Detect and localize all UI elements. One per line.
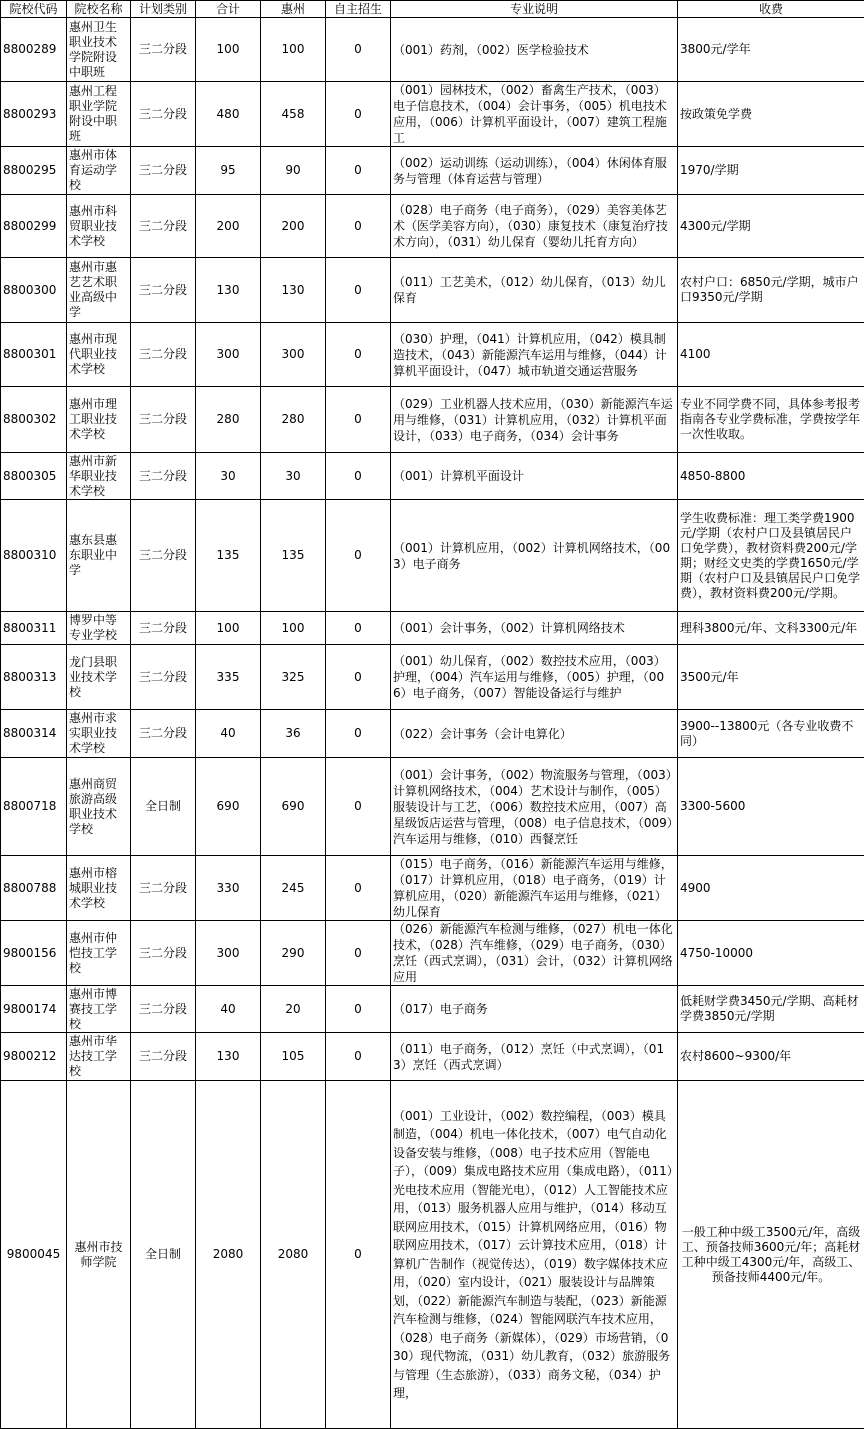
huizhou-count: 2080 [261, 1081, 326, 1429]
major-description: （001）计算机应用，（002）计算机网络技术，（003）电子商务 [391, 500, 678, 612]
table-row [1, 1033, 864, 1081]
plan-type: 三二分段 [131, 710, 196, 758]
self-enroll-count: 0 [326, 758, 391, 856]
plan-type: 全日制 [131, 758, 196, 856]
school-code: 8800314 [1, 710, 67, 758]
major-description: （011）电子商务，（012）烹饪（中式烹调），（013）烹饪（西式烹调） [391, 1033, 678, 1081]
plan-type: 三二分段 [131, 645, 196, 710]
self-enroll-count: 0 [326, 323, 391, 387]
self-enroll-count: 0 [326, 1033, 391, 1081]
major-description: （001）幼儿保育，（002）数控技术应用，（003）护理，（004）汽车运用与维修，（005）护理，（006）电子商务，（007）智能设备运行与维护 [391, 645, 678, 710]
plan-type: 三二分段 [131, 856, 196, 921]
total-count: 40 [196, 986, 261, 1033]
huizhou-count: 130 [261, 258, 326, 323]
total-count: 95 [196, 147, 261, 195]
fee: 专业不同学费不同，具体参考报考指南各专业学费标准，学费按学年一次性收取。 [678, 387, 864, 453]
table-row [1, 758, 864, 856]
huizhou-count: 105 [261, 1033, 326, 1081]
total-count: 330 [196, 856, 261, 921]
school-code: 9800212 [1, 1033, 67, 1081]
table-row [1, 612, 864, 645]
school-name: 惠州市惠艺艺术职业高级中学 [67, 258, 131, 323]
school-name: 惠州市技师学院 [67, 1081, 131, 1429]
school-code: 8800718 [1, 758, 67, 856]
total-count: 480 [196, 82, 261, 147]
total-count: 200 [196, 195, 261, 258]
huizhou-count: 100 [261, 18, 326, 82]
table-row [1, 710, 864, 758]
school-code: 8800302 [1, 387, 67, 453]
self-enroll-count: 0 [326, 195, 391, 258]
fee: 4100 [678, 323, 864, 387]
self-enroll-count: 0 [326, 258, 391, 323]
total-count: 280 [196, 387, 261, 453]
table-row [1, 195, 864, 258]
plan-type: 三二分段 [131, 612, 196, 645]
huizhou-count: 325 [261, 645, 326, 710]
fee: 一般工种中级工3500元/年，高级工、预备技师3600元/年；高耗材工种中级工4300元/年，高级工、预备技师4400元/年。 [678, 1081, 864, 1429]
school-code: 8800293 [1, 82, 67, 147]
total-count: 335 [196, 645, 261, 710]
school-code: 8800299 [1, 195, 67, 258]
huizhou-count: 36 [261, 710, 326, 758]
plan-type: 三二分段 [131, 986, 196, 1033]
major-description: （026）新能源汽车检测与维修，（027）机电一体化技术，（028）汽车维修，（029）电子商务，（030）烹饪（西式烹调），（031）会计，（032）计算机网络应用 [391, 921, 678, 986]
total-count: 300 [196, 323, 261, 387]
total-count: 100 [196, 18, 261, 82]
table-row [1, 323, 864, 387]
header-fee: 收费 [678, 1, 864, 18]
school-name: 惠州市理工职业技术学校 [67, 387, 131, 453]
fee: 3500元/年 [678, 645, 864, 710]
fee: 农村户口：6850元/学期，城市户口9350元/学期 [678, 258, 864, 323]
total-count: 135 [196, 500, 261, 612]
school-code: 8800311 [1, 612, 67, 645]
header-code: 院校代码 [1, 1, 67, 18]
school-code: 8800310 [1, 500, 67, 612]
total-count: 100 [196, 612, 261, 645]
major-description: （022）会计事务（会计电算化） [391, 710, 678, 758]
fee: 4750-10000 [678, 921, 864, 986]
school-code: 9800156 [1, 921, 67, 986]
self-enroll-count: 0 [326, 500, 391, 612]
major-description: （001）药剂，（002）医学检验技术 [391, 18, 678, 82]
school-code: 9800045 [1, 1081, 67, 1429]
major-description: （001）会计事务，（002）计算机网络技术 [391, 612, 678, 645]
huizhou-count: 280 [261, 387, 326, 453]
self-enroll-count: 0 [326, 612, 391, 645]
plan-type: 三二分段 [131, 18, 196, 82]
fee: 3300-5600 [678, 758, 864, 856]
major-description: （028）电子商务（电子商务），（029）美容美体艺术（医学美容方向），（030）康复技术（康复治疗技术方向），（031）幼儿保育（婴幼儿托育方向） [391, 195, 678, 258]
school-code: 8800305 [1, 453, 67, 500]
school-name: 惠州市华达技工学校 [67, 1033, 131, 1081]
plan-type: 三二分段 [131, 921, 196, 986]
school-code: 8800788 [1, 856, 67, 921]
school-name: 惠州商贸旅游高级职业技术学校 [67, 758, 131, 856]
fee: 3900--13800元（各专业收费不同） [678, 710, 864, 758]
school-name: 惠州市新华职业技术学校 [67, 453, 131, 500]
table-row [1, 856, 864, 921]
major-description: （029）工业机器人技术应用，（030）新能源汽车运用与维修，（031）计算机应用，（032）计算机平面设计，（033）电子商务，（034）会计事务 [391, 387, 678, 453]
school-name: 惠州市仲恺技工学校 [67, 921, 131, 986]
plan-type: 三二分段 [131, 323, 196, 387]
fee: 3800元/学年 [678, 18, 864, 82]
table-row [1, 82, 864, 147]
school-name: 惠州市求实职业技术学校 [67, 710, 131, 758]
huizhou-count: 458 [261, 82, 326, 147]
school-name: 惠州市科贸职业技术学校 [67, 195, 131, 258]
table-row [1, 453, 864, 500]
table-row [1, 986, 864, 1033]
plan-type: 三二分段 [131, 1033, 196, 1081]
fee: 4300元/学期 [678, 195, 864, 258]
header-type: 计划类别 [131, 1, 196, 18]
header-desc: 专业说明 [391, 1, 678, 18]
fee: 4900 [678, 856, 864, 921]
huizhou-count: 245 [261, 856, 326, 921]
total-count: 2080 [196, 1081, 261, 1429]
school-name: 惠州市榕城职业技术学校 [67, 856, 131, 921]
table-row [1, 258, 864, 323]
self-enroll-count: 0 [326, 645, 391, 710]
self-enroll-count: 0 [326, 147, 391, 195]
table-row [1, 645, 864, 710]
total-count: 130 [196, 1033, 261, 1081]
major-description: （001）园林技术，（002）畜禽生产技术，（003）电子信息技术，（004）会计事务，（005）机电技术应用，（006）计算机平面设计，（007）建筑工程施工 [391, 82, 678, 147]
plan-type: 三二分段 [131, 500, 196, 612]
school-code: 8800295 [1, 147, 67, 195]
table-row [1, 387, 864, 453]
self-enroll-count: 0 [326, 921, 391, 986]
self-enroll-count: 0 [326, 453, 391, 500]
self-enroll-count: 0 [326, 986, 391, 1033]
huizhou-count: 100 [261, 612, 326, 645]
self-enroll-count: 0 [326, 710, 391, 758]
huizhou-count: 20 [261, 986, 326, 1033]
school-name: 博罗中等专业学校 [67, 612, 131, 645]
total-count: 690 [196, 758, 261, 856]
school-name: 惠州市现代职业技术学校 [67, 323, 131, 387]
header-huizhou: 惠州 [261, 1, 326, 18]
school-code: 8800313 [1, 645, 67, 710]
fee: 农村8600~9300/年 [678, 1033, 864, 1081]
school-code: 9800174 [1, 986, 67, 1033]
school-name: 惠州工程职业学院附设中职班 [67, 82, 131, 147]
self-enroll-count: 0 [326, 1081, 391, 1429]
fee: 理科3800元/年、文科3300元/年 [678, 612, 864, 645]
plan-type: 三二分段 [131, 258, 196, 323]
huizhou-count: 200 [261, 195, 326, 258]
huizhou-count: 300 [261, 323, 326, 387]
school-code: 8800300 [1, 258, 67, 323]
major-description: （001）会计事务，（002）物流服务与管理，（003）计算机网络技术，（004）艺术设计与制作，（005）服装设计与工艺，（006）数控技术应用，（007）高星级饭店运营与管理，（008）电子信息技术，（009）汽车运用与维修，（010）西餐烹饪 [391, 758, 678, 856]
huizhou-count: 135 [261, 500, 326, 612]
self-enroll-count: 0 [326, 18, 391, 82]
fee: 学生收费标准：理工类学费1900元/学期（农村户口及县镇居民户口免学费），教材资料费200元/学期；财经文史类的学费1650元/学期（农村户口及县镇居民户口免学费），教材资料费200元/学期。 [678, 500, 864, 612]
plan-type: 三二分段 [131, 387, 196, 453]
huizhou-count: 30 [261, 453, 326, 500]
table-row [1, 1081, 864, 1429]
plan-type: 三二分段 [131, 195, 196, 258]
major-description: （011）工艺美术，（012）幼儿保育，（013）幼儿保育 [391, 258, 678, 323]
total-count: 300 [196, 921, 261, 986]
self-enroll-count: 0 [326, 387, 391, 453]
major-description: （030）护理，（041）计算机应用，（042）模具制造技术，（043）新能源汽车运用与维修，（044）计算机平面设计，（047）城市轨道交通运营服务 [391, 323, 678, 387]
school-name: 龙门县职业技术学校 [67, 645, 131, 710]
self-enroll-count: 0 [326, 856, 391, 921]
school-name: 惠州卫生职业技术学院附设中职班 [67, 18, 131, 82]
plan-type: 三二分段 [131, 453, 196, 500]
fee: 4850-8800 [678, 453, 864, 500]
total-count: 30 [196, 453, 261, 500]
header-row [1, 1, 864, 18]
table-row [1, 921, 864, 986]
major-description: （001）工业设计，（002）数控编程，（003）模具制造，（004）机电一体化技术，（007）电气自动化设备安装与维修，（008）电子技术应用（智能电子），（009）集成电路技术应用（集成电路），（011）光电技术应用（智能光电），（012）人工智能技术应用，（013）服务机器人应用与维护，（014）移动互联网应用技术，（015）计算机网络应用，（016）物联网应用技术，（017）云计算技术应用，（018）计算机广告制作（视觉传达），（019）数字媒体技术应用，（020）室内设计，（021）服装设计与品牌策划，（022）新能源汽车制造与装配，（023）新能源汽车检测与维修，（024）智能网联汽车技术应用，（028）电子商务（新媒体），（029）市场营销，（030）现代物流，（031）幼儿教育，（032）旅游服务与管理（生态旅游），（033）商务文秘，（034）护理， [391, 1081, 678, 1429]
school-code: 8800289 [1, 18, 67, 82]
huizhou-count: 90 [261, 147, 326, 195]
table-row [1, 18, 864, 82]
fee: 1970/学期 [678, 147, 864, 195]
huizhou-count: 690 [261, 758, 326, 856]
fee: 按政策免学费 [678, 82, 864, 147]
header-self: 自主招生 [326, 1, 391, 18]
school-name: 惠东县惠东职业中学 [67, 500, 131, 612]
major-description: （001）计算机平面设计 [391, 453, 678, 500]
table-row [1, 147, 864, 195]
fee: 低耗财学费3450元/学期、高耗材学费3850元/学期 [678, 986, 864, 1033]
huizhou-count: 290 [261, 921, 326, 986]
school-name: 惠州市体育运动学校 [67, 147, 131, 195]
major-description: （002）运动训练（运动训练），（004）休闲体育服务与管理（体育运营与管理） [391, 147, 678, 195]
school-code: 8800301 [1, 323, 67, 387]
plan-type: 全日制 [131, 1081, 196, 1429]
header-total: 合计 [196, 1, 261, 18]
major-description: （017）电子商务 [391, 986, 678, 1033]
total-count: 130 [196, 258, 261, 323]
self-enroll-count: 0 [326, 82, 391, 147]
major-description: （015）电子商务，（016）新能源汽车运用与维修，（017）计算机应用，（018）电子商务，（019）计算机应用，（020）新能源汽车运用与维修，（021）幼儿保育 [391, 856, 678, 921]
plan-type: 三二分段 [131, 147, 196, 195]
plan-type: 三二分段 [131, 82, 196, 147]
table-row [1, 500, 864, 612]
total-count: 40 [196, 710, 261, 758]
school-name: 惠州市博赛技工学校 [67, 986, 131, 1033]
header-name: 院校名称 [67, 1, 131, 18]
